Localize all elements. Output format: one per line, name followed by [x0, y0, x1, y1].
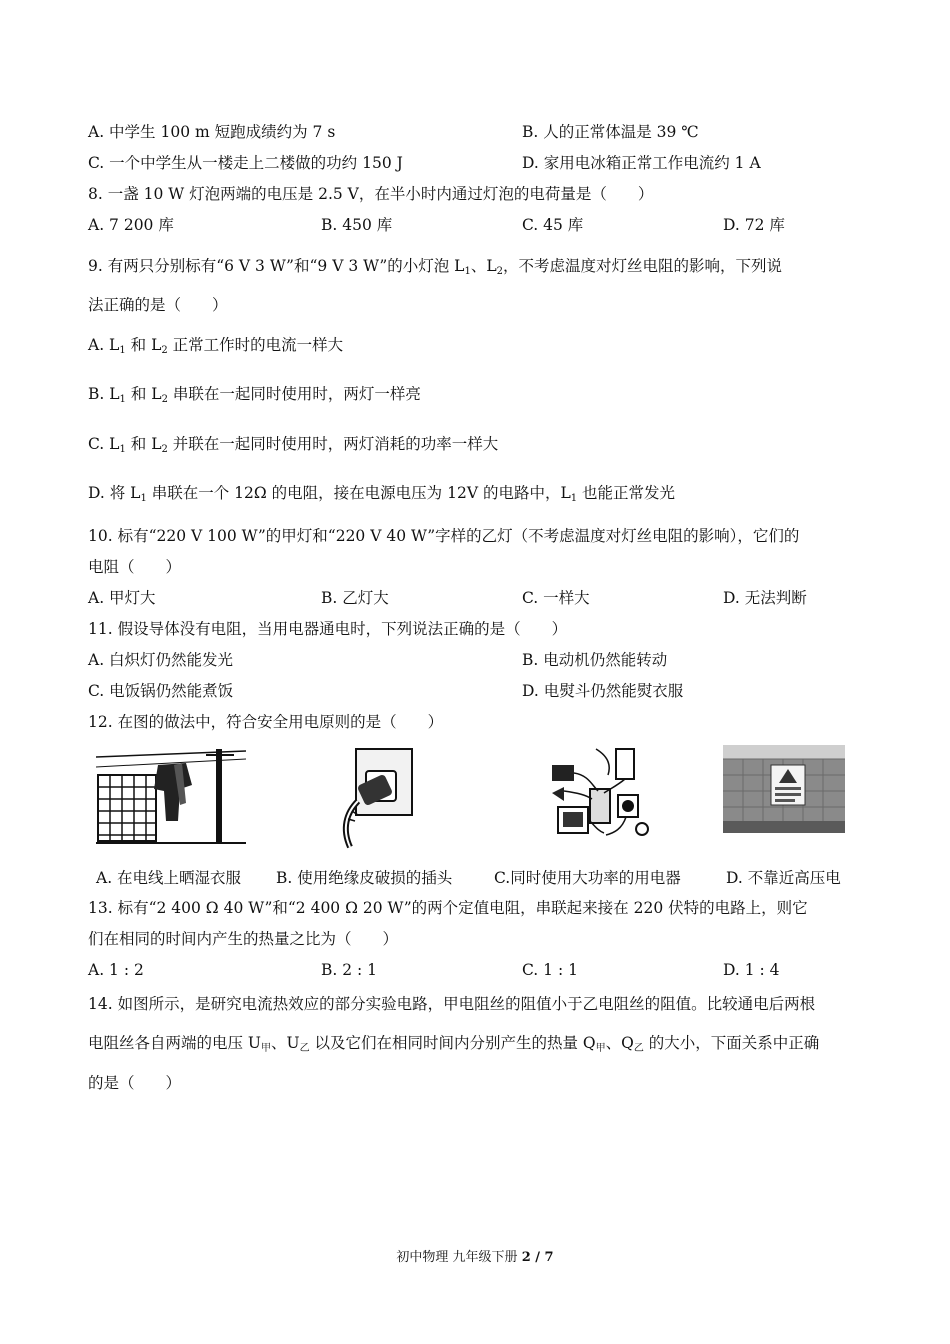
page-number: 2 / 7: [521, 1250, 554, 1265]
q13-stem-line2: 们在相同的时间内产生的热量之比为（ ）: [88, 930, 399, 948]
q7-option-a: A. 中学生 100 m 短跑成绩约为 7 s: [88, 123, 336, 141]
q12-option-b: B. 使用绝缘皮破损的插头: [276, 869, 453, 887]
q10-stem-line2: 电阻（ ）: [88, 558, 182, 576]
q13-option-a: A. 1 : 2: [88, 961, 144, 979]
q10-option-b: B. 乙灯大: [321, 589, 389, 607]
q11-option-a: A. 白炽灯仍然能发光: [88, 651, 234, 669]
q11-option-b: B. 电动机仍然能转动: [522, 651, 668, 669]
figure-clothes-on-wire: [96, 745, 246, 845]
q8-stem: 8. 一盏 10 W 灯泡两端的电压是 2.5 V，在半小时内通过灯泡的电荷量是（ ）: [88, 185, 654, 203]
q13-option-d: D. 1 : 4: [723, 961, 780, 979]
q7-option-d: D. 家用电冰箱正常工作电流约 1 A: [522, 154, 761, 172]
figure-damaged-plug: [336, 745, 416, 849]
figure-high-voltage-sign: [723, 745, 845, 833]
q9-option-a: A. $L_1$ 和 $L_2$ 正常工作时的电流一样大: [88, 336, 344, 356]
q8-option-d: D. 72 库: [723, 216, 785, 234]
q12-option-c: C.同时使用大功率的用电器: [494, 869, 681, 887]
q13-option-c: C. 1 : 1: [522, 961, 578, 979]
q9-stem: 9. 有两只分别标有“6 V 3 W”和“9 V 3 W”的小灯泡 $L_1$、$L_2$，不考虑温度对灯丝电阻的影响，下列说: [88, 257, 783, 277]
q14-stem: 14. 如图所示，是研究电流热效应的部分实验电路，甲电阻丝的阻值小于乙电阻丝的阻值。比较通电后两根: [88, 995, 816, 1013]
q9-stem-line2: 法正确的是（ ）: [88, 296, 228, 314]
q11-stem: 11. 假设导体没有电阻，当用电器通电时，下列说法正确的是（ ）: [88, 620, 568, 638]
q14-stem-line3: 的是（ ）: [88, 1074, 182, 1092]
q12-stem: 12. 在图的做法中，符合安全用电原则的是（ ）: [88, 713, 444, 731]
q10-stem: 10. 标有“220 V 100 W”的甲灯和“220 V 40 W”字样的乙灯（不考虑温度对灯丝电阻的影响），它们的: [88, 527, 800, 545]
q10-option-a: A. 甲灯大: [88, 589, 156, 607]
q10-option-c: C. 一样大: [522, 589, 590, 607]
q11-option-c: C. 电饭锅仍然能煮饭: [88, 682, 234, 700]
q13-option-b: B. 2 : 1: [321, 961, 378, 979]
q12-option-a: A. 在电线上晒湿衣服: [96, 869, 242, 887]
figure-overloaded-outlet: [548, 745, 652, 849]
q9-option-d: D. 将 $L_1$ 串联在一个 12Ω 的电阻，接在电源电压为 12V 的电路中，$L_1$ 也能正常发光: [88, 484, 676, 504]
q11-option-d: D. 电熨斗仍然能熨衣服: [522, 682, 684, 700]
q9-option-c: C. $L_1$ 和 $L_2$ 并联在一起同时使用时，两灯消耗的功率一样大: [88, 435, 499, 455]
q12-option-d: D. 不靠近高压电: [726, 869, 841, 887]
q9-option-b: B. $L_1$ 和 $L_2$ 串联在一起同时使用时，两灯一样亮: [88, 385, 421, 405]
q10-option-d: D. 无法判断: [723, 589, 807, 607]
q8-option-a: A. 7 200 库: [88, 216, 174, 234]
q13-stem: 13. 标有“2 400 Ω 40 W”和“2 400 Ω 20 W”的两个定值电阻，串联起来接在 220 伏特的电路上，则它: [88, 899, 808, 917]
page-footer: 初中物理 九年级下册 2 / 7: [396, 1250, 554, 1265]
q8-option-c: C. 45 库: [522, 216, 584, 234]
q7-option-b: B. 人的正常体温是 39 ℃: [522, 123, 699, 141]
q8-option-b: B. 450 库: [321, 216, 393, 234]
q7-option-c: C. 一个中学生从一楼走上二楼做的功约 150 J: [88, 154, 403, 172]
q14-stem-line2: 电阻丝各自两端的电压 $U_甲$、$U_乙$ 以及它们在相同时间内分别产生的热量 $Q_甲$、$Q_乙$ 的大小，下面关系中正确: [88, 1034, 820, 1054]
